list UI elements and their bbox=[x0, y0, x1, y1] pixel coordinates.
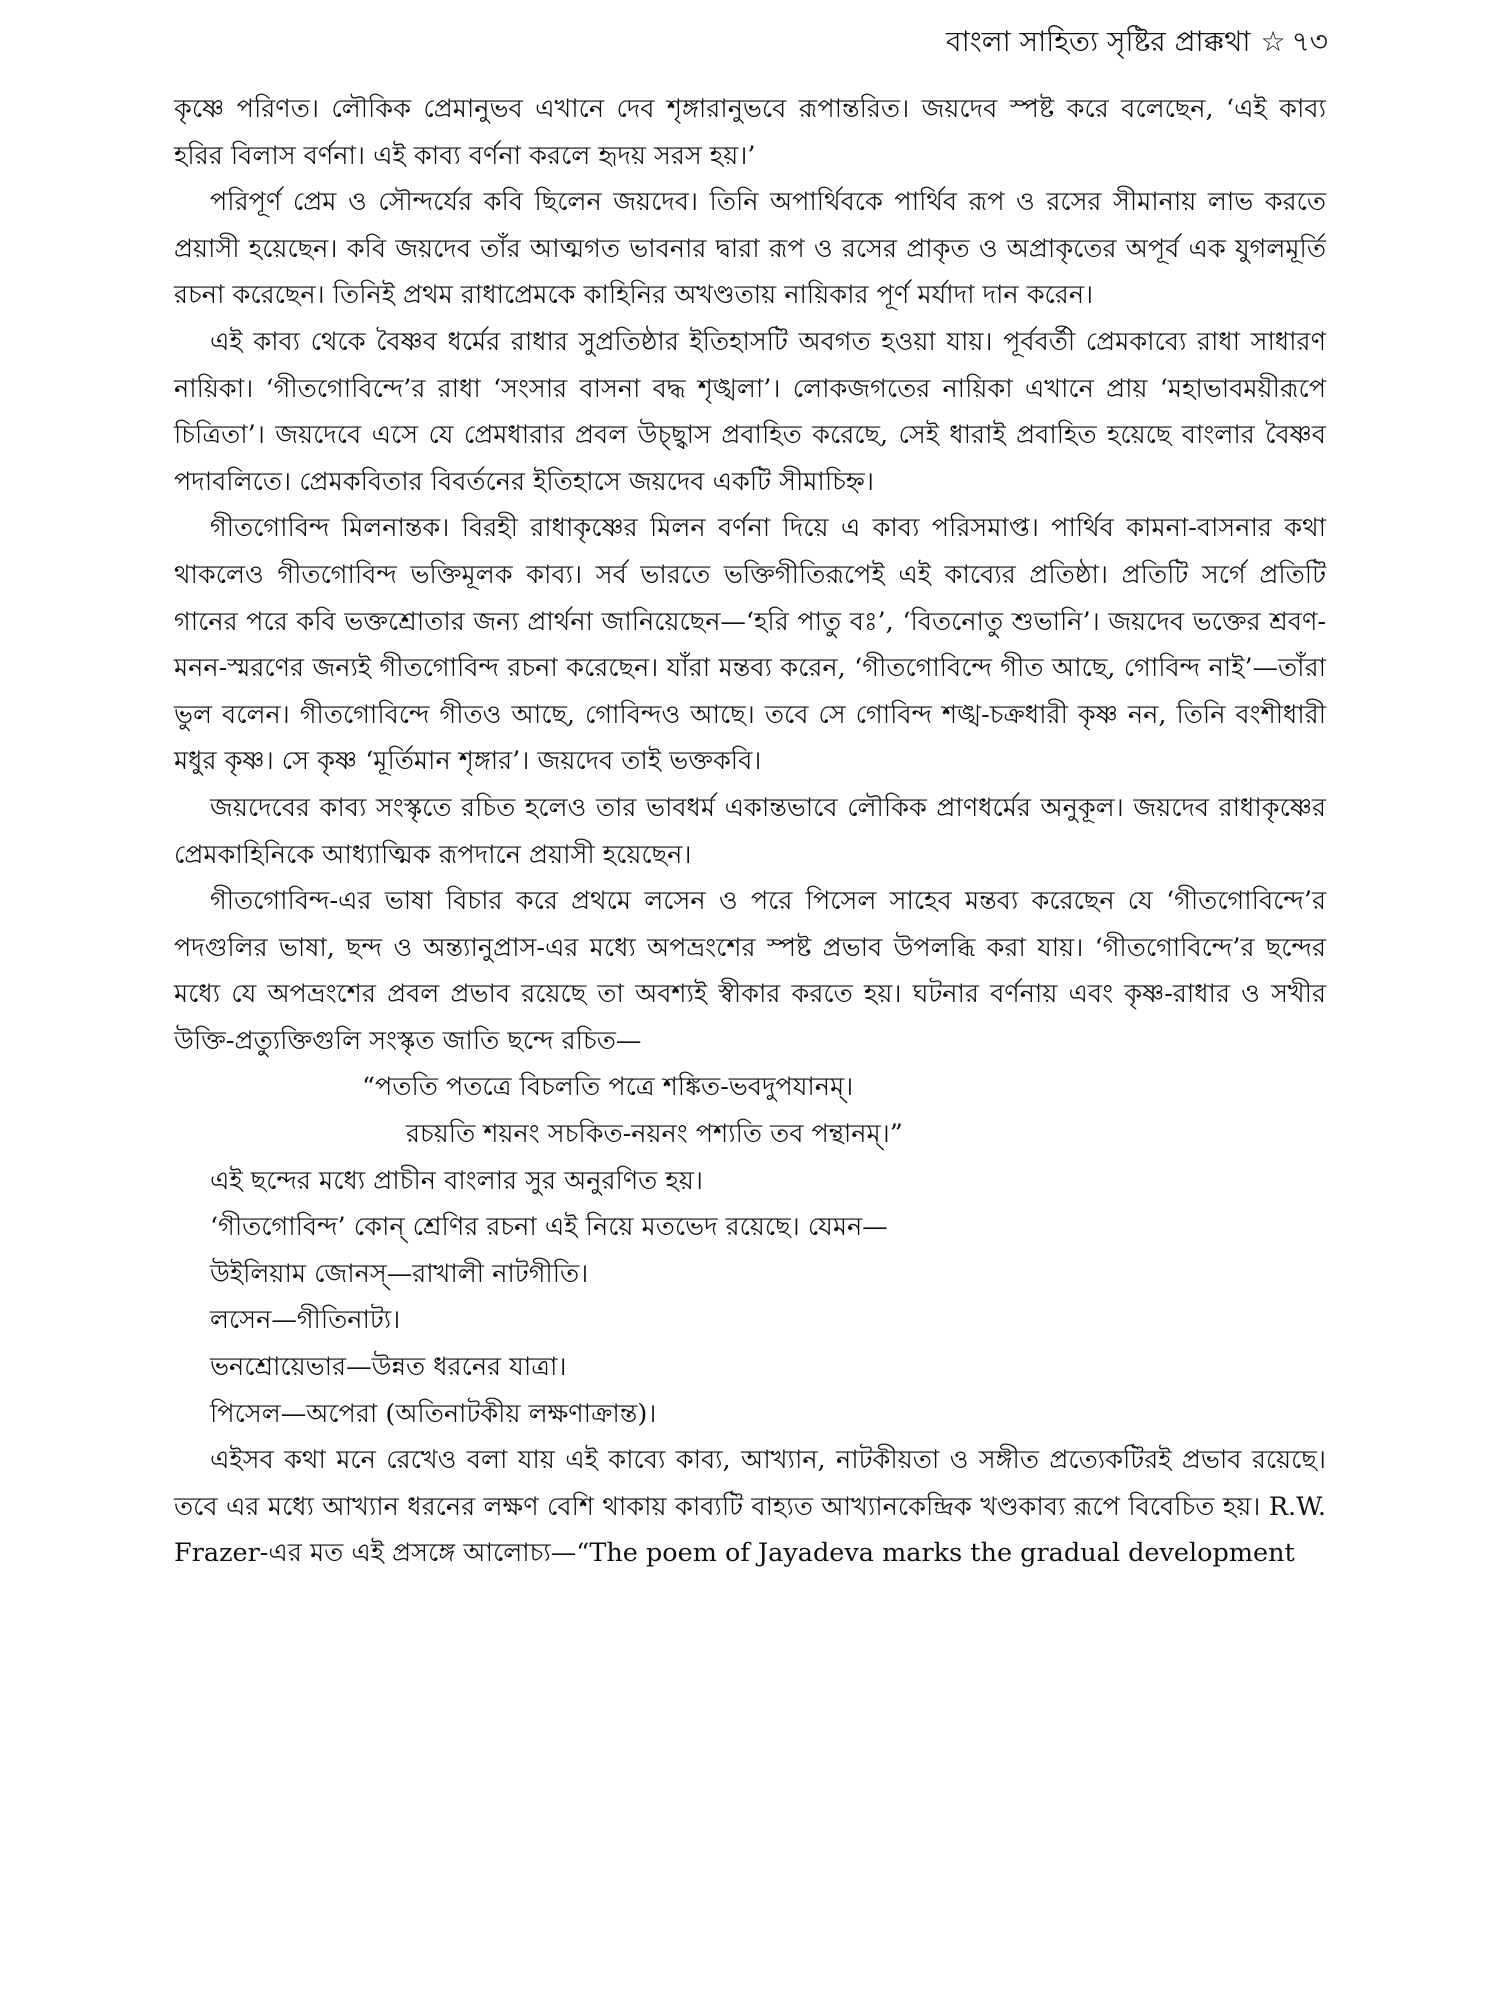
paragraph: এই কাব্য থেকে বৈষ্ণব ধর্মের রাধার সুপ্রতিষ্ঠার ইতিহাসটি অবগত হওয়া যায়। পূর্ববর্তী প্রেমকাব্যে রাধা সাধারণ নায়িকা। ‘গীতগোবিন্দে’র রাধা ‘সংসার বাসনা বদ্ধ শৃঙ্খলা’। লোকজগতের নায়িকা এখানে প্রায় ‘মহাভাবময়ীরূপে চিত্রিতা’। জয়দেবে এসে যে প্রেমধারার প্রবল উচ্ছ্বাস প্রবাহিত করেছে, সেই ধারাই প্রবাহিত হয়েছে বাংলার বৈষ্ণব পদাবলিতে। প্রেমকবিতার বিবর্তনের ইতিহাসে জয়দেব একটি সীমাচিহ্ন। bbox=[174, 326, 1326, 497]
header-title: বাংলা সাহিত্য সৃষ্টির প্রাক্কথা bbox=[945, 25, 1251, 58]
paragraph: এই ছন্দের মধ্যে প্রাচীন বাংলার সুর অনুরণিত হয়। bbox=[210, 1165, 703, 1196]
verse-line: “পততি পতত্রে বিচলতি পত্রে শঙ্কিত-ভবদুপযানম্। bbox=[362, 1072, 854, 1103]
list-item: লসেন—গীতিনাট্য। bbox=[210, 1305, 401, 1336]
paragraph: জয়দেবের কাব্য সংস্কৃতে রচিত হলেও তার ভাবধর্ম একান্তভাবে লৌকিক প্রাণধর্মের অনুকূল। জয়দেব রাধাকৃষ্ণের প্রেমকাহিনিকে আধ্যাত্মিক রূপদানে প্রয়াসী হয়েছেন। bbox=[174, 792, 1326, 870]
list-item: পিসেল—অপেরা (অতিনাটকীয় লক্ষণাক্রান্ত)। bbox=[210, 1398, 657, 1429]
list-item: উইলিয়াম জোনস্—রাখালী নাটগীতি। bbox=[210, 1258, 589, 1289]
paragraph: গীতগোবিন্দ মিলনান্তক। বিরহী রাধাকৃষ্ণের মিলন বর্ণনা দিয়ে এ কাব্য পরিসমাপ্ত। পার্থিব কামনা-বাসনার কথা থাকলেও গীতগোবিন্দ ভক্তিমূলক কাব্য। সর্ব ভারতে ভক্তিগীতিরূপেই এই কাব্যের প্রতিষ্ঠা। প্রতিটি সর্গে প্রতিটি গানের পরে কবি ভক্তশ্রোতার জন্য প্রার্থনা জানিয়েছেন—‘হরি পাতু বঃ’, ‘বিতনোতু শুভানি’। জয়দেব ভক্তের শ্রবণ-মনন-স্মরণের জন্যই গীতগোবিন্দ রচনা করেছেন। যাঁরা মন্তব্য করেন, ‘গীতগোবিন্দে গীত আছে, গোবিন্দ নাই’—তাঁরা ভুল বলেন। গীতগোবিন্দে গীতও আছে, গোবিন্দও আছে। তবে সে গোবিন্দ শঙ্খ-চক্রধারী কৃষ্ণ নন, তিনি বংশীধারী মধুর কৃষ্ণ। সে কৃষ্ণ ‘মূর্তিমান শৃঙ্গার’। জয়দেব তাই ভক্তকবি। bbox=[174, 513, 1326, 777]
paragraph: গীতগোবিন্দ-এর ভাষা বিচার করে প্রথমে লসেন ও পরে পিসেল সাহেব মন্তব্য করেছেন যে ‘গীতগোবিন্দে’র পদগুলির ভাষা, ছন্দ ও অন্ত্যানুপ্রাস-এর মধ্যে অপভ্রংশের স্পষ্ট প্রভাব উপলব্ধি করা যায়। ‘গীতগোবিন্দে’র ছন্দের মধ্যে যে অপভ্রংশের প্রবল প্রভাব রয়েছে তা অবশ্যই স্বীকার করতে হয়। ঘটনার বর্ণনায় এবং কৃষ্ণ-রাধার ও সখীর উক্তি-প্রত্যুক্তিগুলি সংস্কৃত জাতি ছন্দে রচিত— bbox=[174, 886, 1326, 1056]
star-icon: ☆ bbox=[1260, 25, 1286, 58]
running-header bbox=[946, 22, 1328, 62]
paragraph: এইসব কথা মনে রেখেও বলা যায় এই কাব্যে কাব্য, আখ্যান, নাটকীয়তা ও সঙ্গীত প্রত্যেকটিরই প্রভাব রয়েছে। তবে এর মধ্যে আখ্যান ধরনের লক্ষণ বেশি থাকায় কাব্যটি বাহ্যত আখ্যানকেন্দ্রিক খণ্ডকাব্য রূপে বিবেচিত হয়। R.W. Frazer-এর মত এই প্রসঙ্গে আলোচ্য—“The poem of Jayadeva marks the gradual development bbox=[174, 1445, 1326, 1569]
paragraph: পরিপূর্ণ প্রেম ও সৌন্দর্যের কবি ছিলেন জয়দেব। তিনি অপার্থিবকে পার্থিব রূপ ও রসের সীমানায় লাভ করতে প্রয়াসী হয়েছেন। কবি জয়দেব তাঁর আত্মগত ভাবনার দ্বারা রূপ ও রসের প্রাকৃত ও অপ্রাকৃতের অপূর্ব এক যুগলমূর্তি রচনা করেছেন। তিনিই প্রথম রাধাপ্রেমকে কাহিনির অখণ্ডতায় নায়িকার পূর্ণ মর্যাদা দান করেন। bbox=[174, 187, 1326, 311]
body-text bbox=[174, 86, 1326, 1577]
paragraph: ‘গীতগোবিন্দ’ কোন্ শ্রেণির রচনা এই নিয়ে মতভেদ রয়েছে। যেমন— bbox=[210, 1212, 888, 1243]
list-item: ভনশ্রোয়েভার—উন্নত ধরনের যাত্রা। bbox=[210, 1352, 567, 1383]
paragraph: কৃষ্ণে পরিণত। লৌকিক প্রেমানুভব এখানে দেব শৃঙ্গারানুভবে রূপান্তরিত। জয়দেব স্পষ্ট করে বলেছেন, ‘এই কাব্য হরির বিলাস বর্ণনা। এই কাব্য বর্ণনা করলে হৃদয় সরস হয়।’ bbox=[174, 94, 1326, 171]
verse-line: রচয়তি শয়নং সচকিত-নয়নং পশ্যতি তব পন্থানম্।” bbox=[406, 1119, 903, 1150]
page-number: ৭৩ bbox=[1291, 25, 1328, 58]
